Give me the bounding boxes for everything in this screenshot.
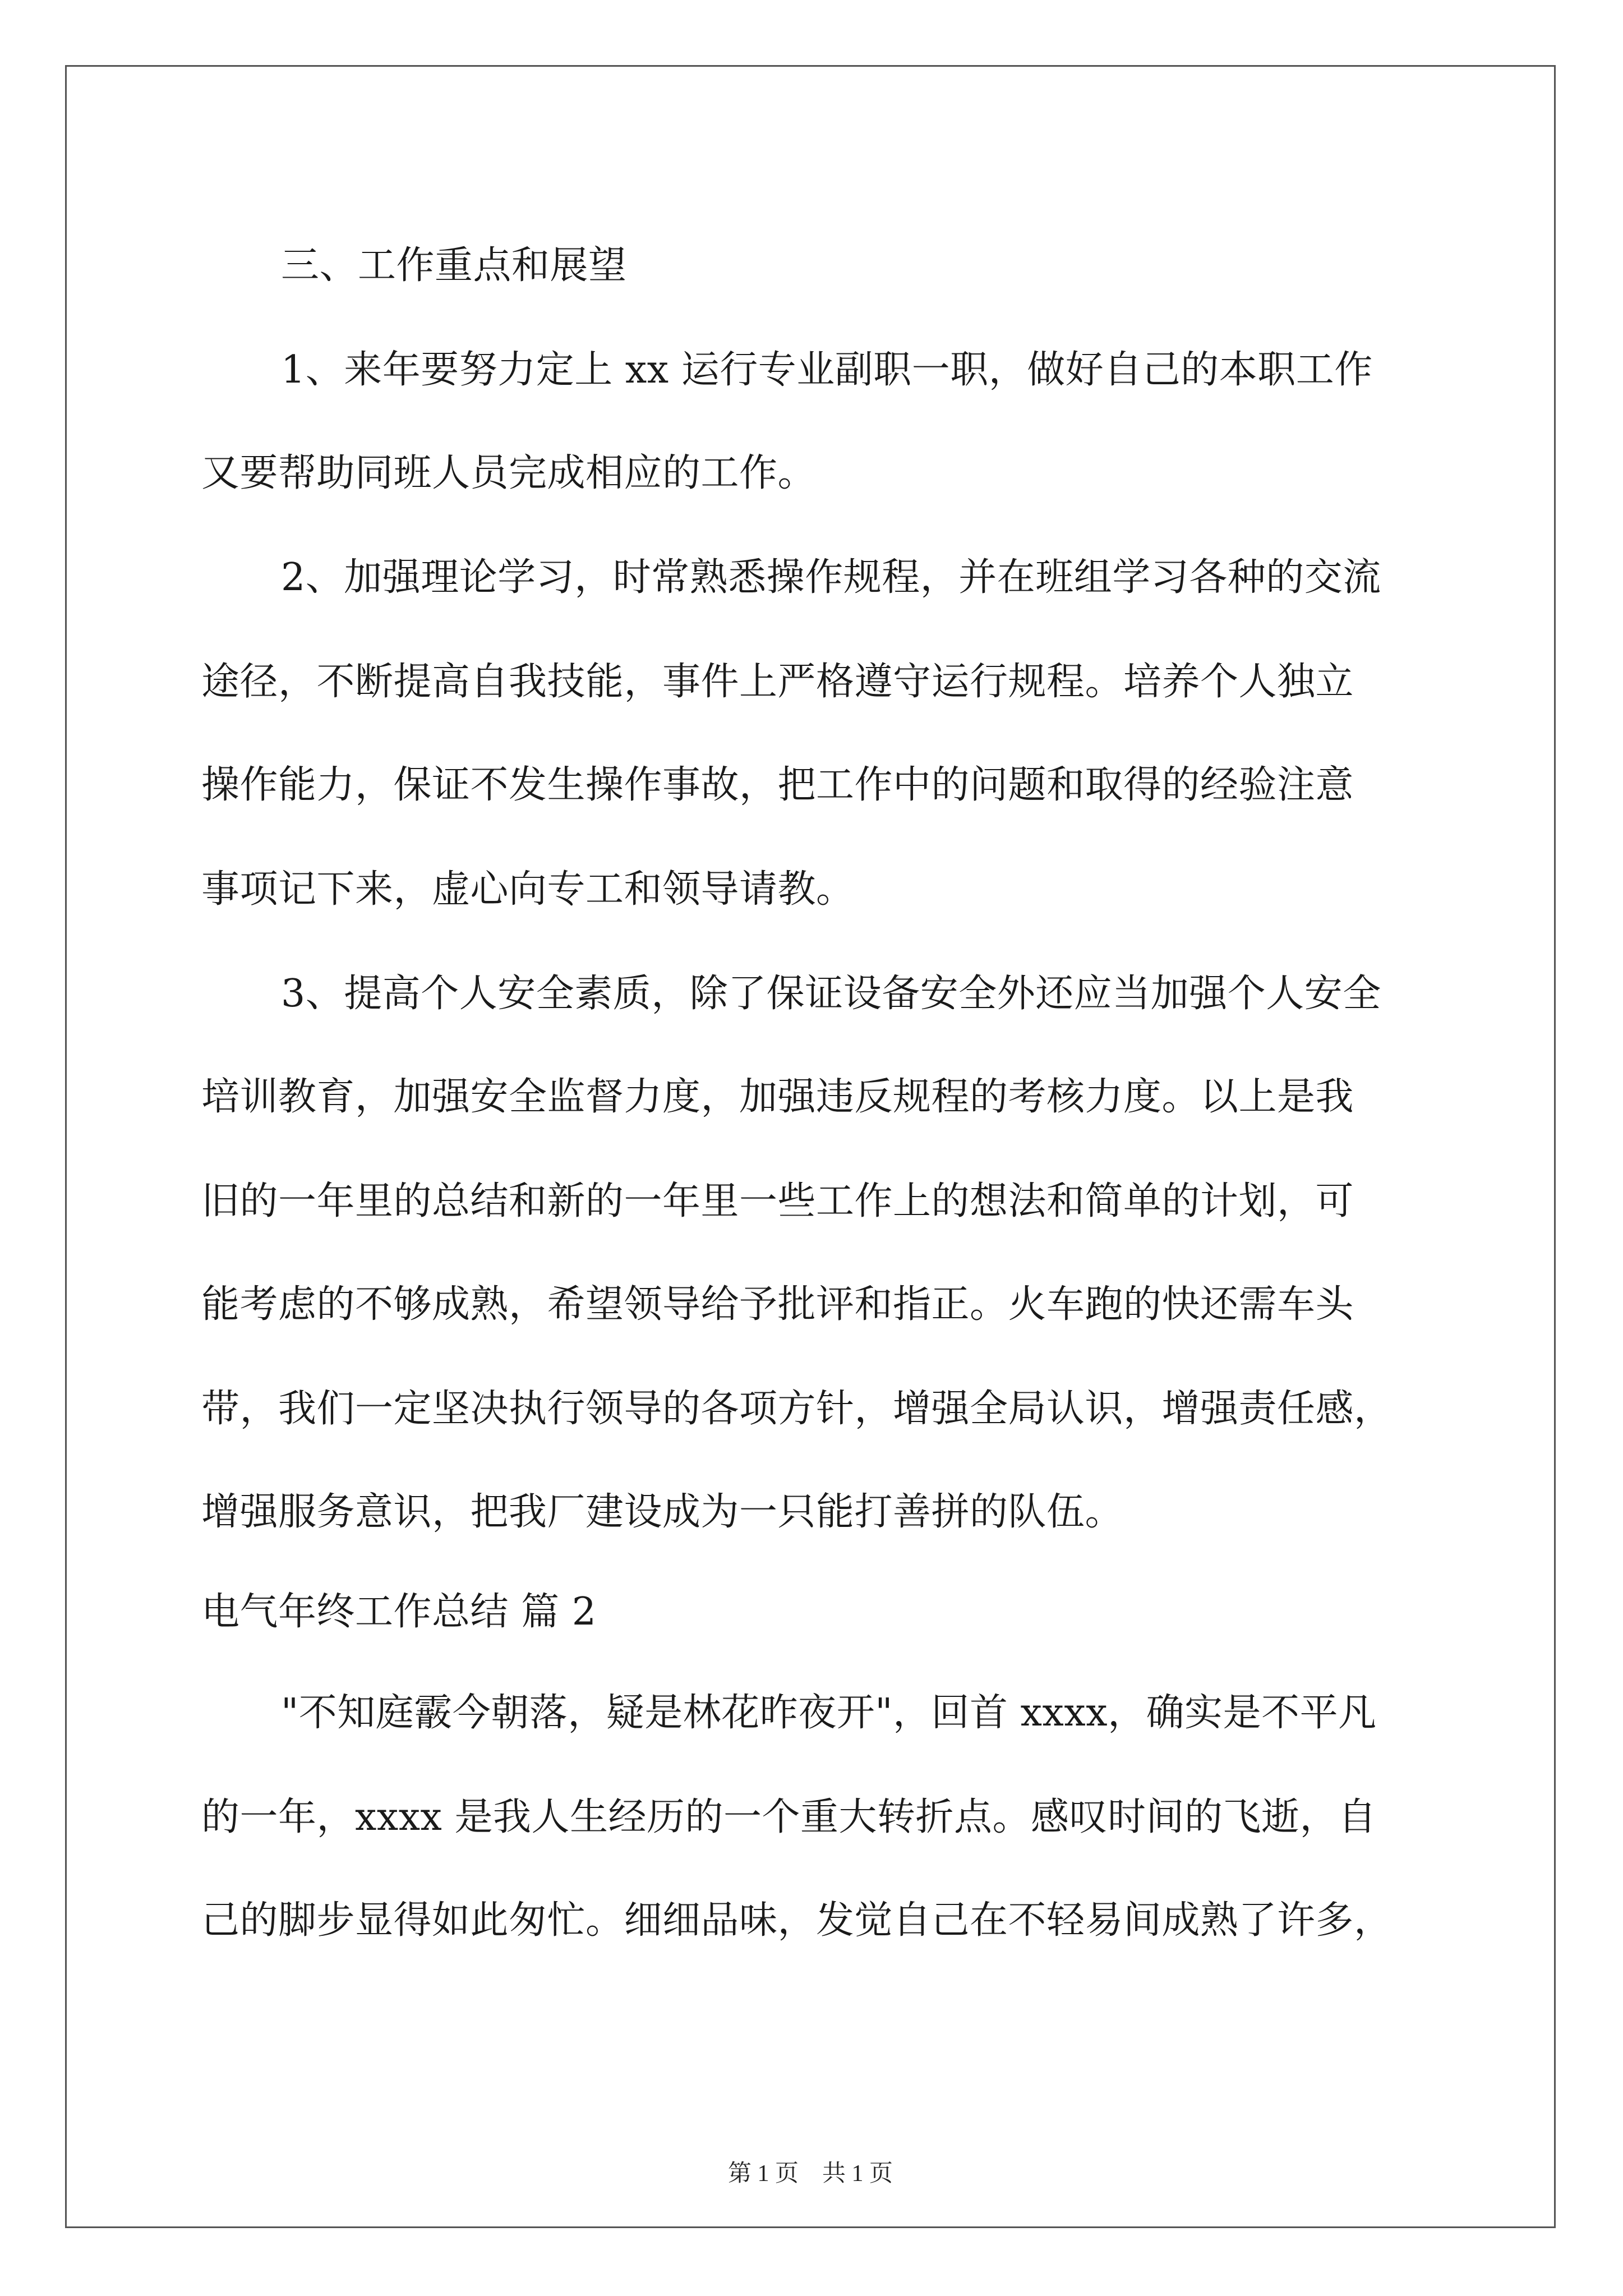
paragraph-line: 又要帮助同班人员完成相应的工作。 [201,451,817,495]
paragraph-line: "不知庭霰今朝落，疑是林花昨夜开"，回首 xxxx，确实是不平凡 [281,1691,1377,1735]
paragraph-line: 增强服务意识，把我厂建设成为一只能打善拼的队伍。 [201,1490,1124,1534]
page-frame [65,65,1556,2228]
paragraph-line: 带，我们一定坚决执行领导的各项方针，增强全局认识，增强责任感， [201,1387,1393,1431]
paragraph-line: 培训教育，加强安全监督力度，加强违反规程的考核力度。以上是我 [201,1075,1354,1119]
section-heading: 三、工作重点和展望 [281,243,627,288]
paragraph-line: 2、加强理论学习，时常熟悉操作规程，并在班组学习各种的交流 [281,555,1381,600]
paragraph-line: 操作能力，保证不发生操作事故，把工作中的问题和取得的经验注意 [201,763,1354,807]
paragraph-line: 旧的一年里的总结和新的一年里一些工作上的想法和简单的计划，可 [201,1179,1354,1223]
article-title: 电气年终工作总结 篇 2 [201,1590,597,1634]
paragraph-line: 途径，不断提高自我技能，事件上严格遵守运行规程。培养个人独立 [201,660,1354,704]
page-number: 第 1 页 共 1 页 [727,2161,893,2187]
paragraph-line: 3、提高个人安全素质，除了保证设备安全外还应当加强个人安全 [281,972,1381,1016]
paragraph-line: 的一年，xxxx 是我人生经历的一个重大转折点。感叹时间的飞逝，自 [201,1795,1377,1839]
paragraph-line: 事项记下来，虚心向专工和领导请教。 [201,867,855,912]
paragraph-line: 1、来年要努力定上 xx 运行专业副职一职，做好自己的本职工作 [281,348,1373,392]
paragraph-line: 己的脚步显得如此匆忙。细细品味，发觉自己在不轻易间成熟了许多， [201,1898,1393,1943]
paragraph-line: 能考虑的不够成熟，希望领导给予批评和指正。火车跑的快还需车头 [201,1282,1354,1327]
